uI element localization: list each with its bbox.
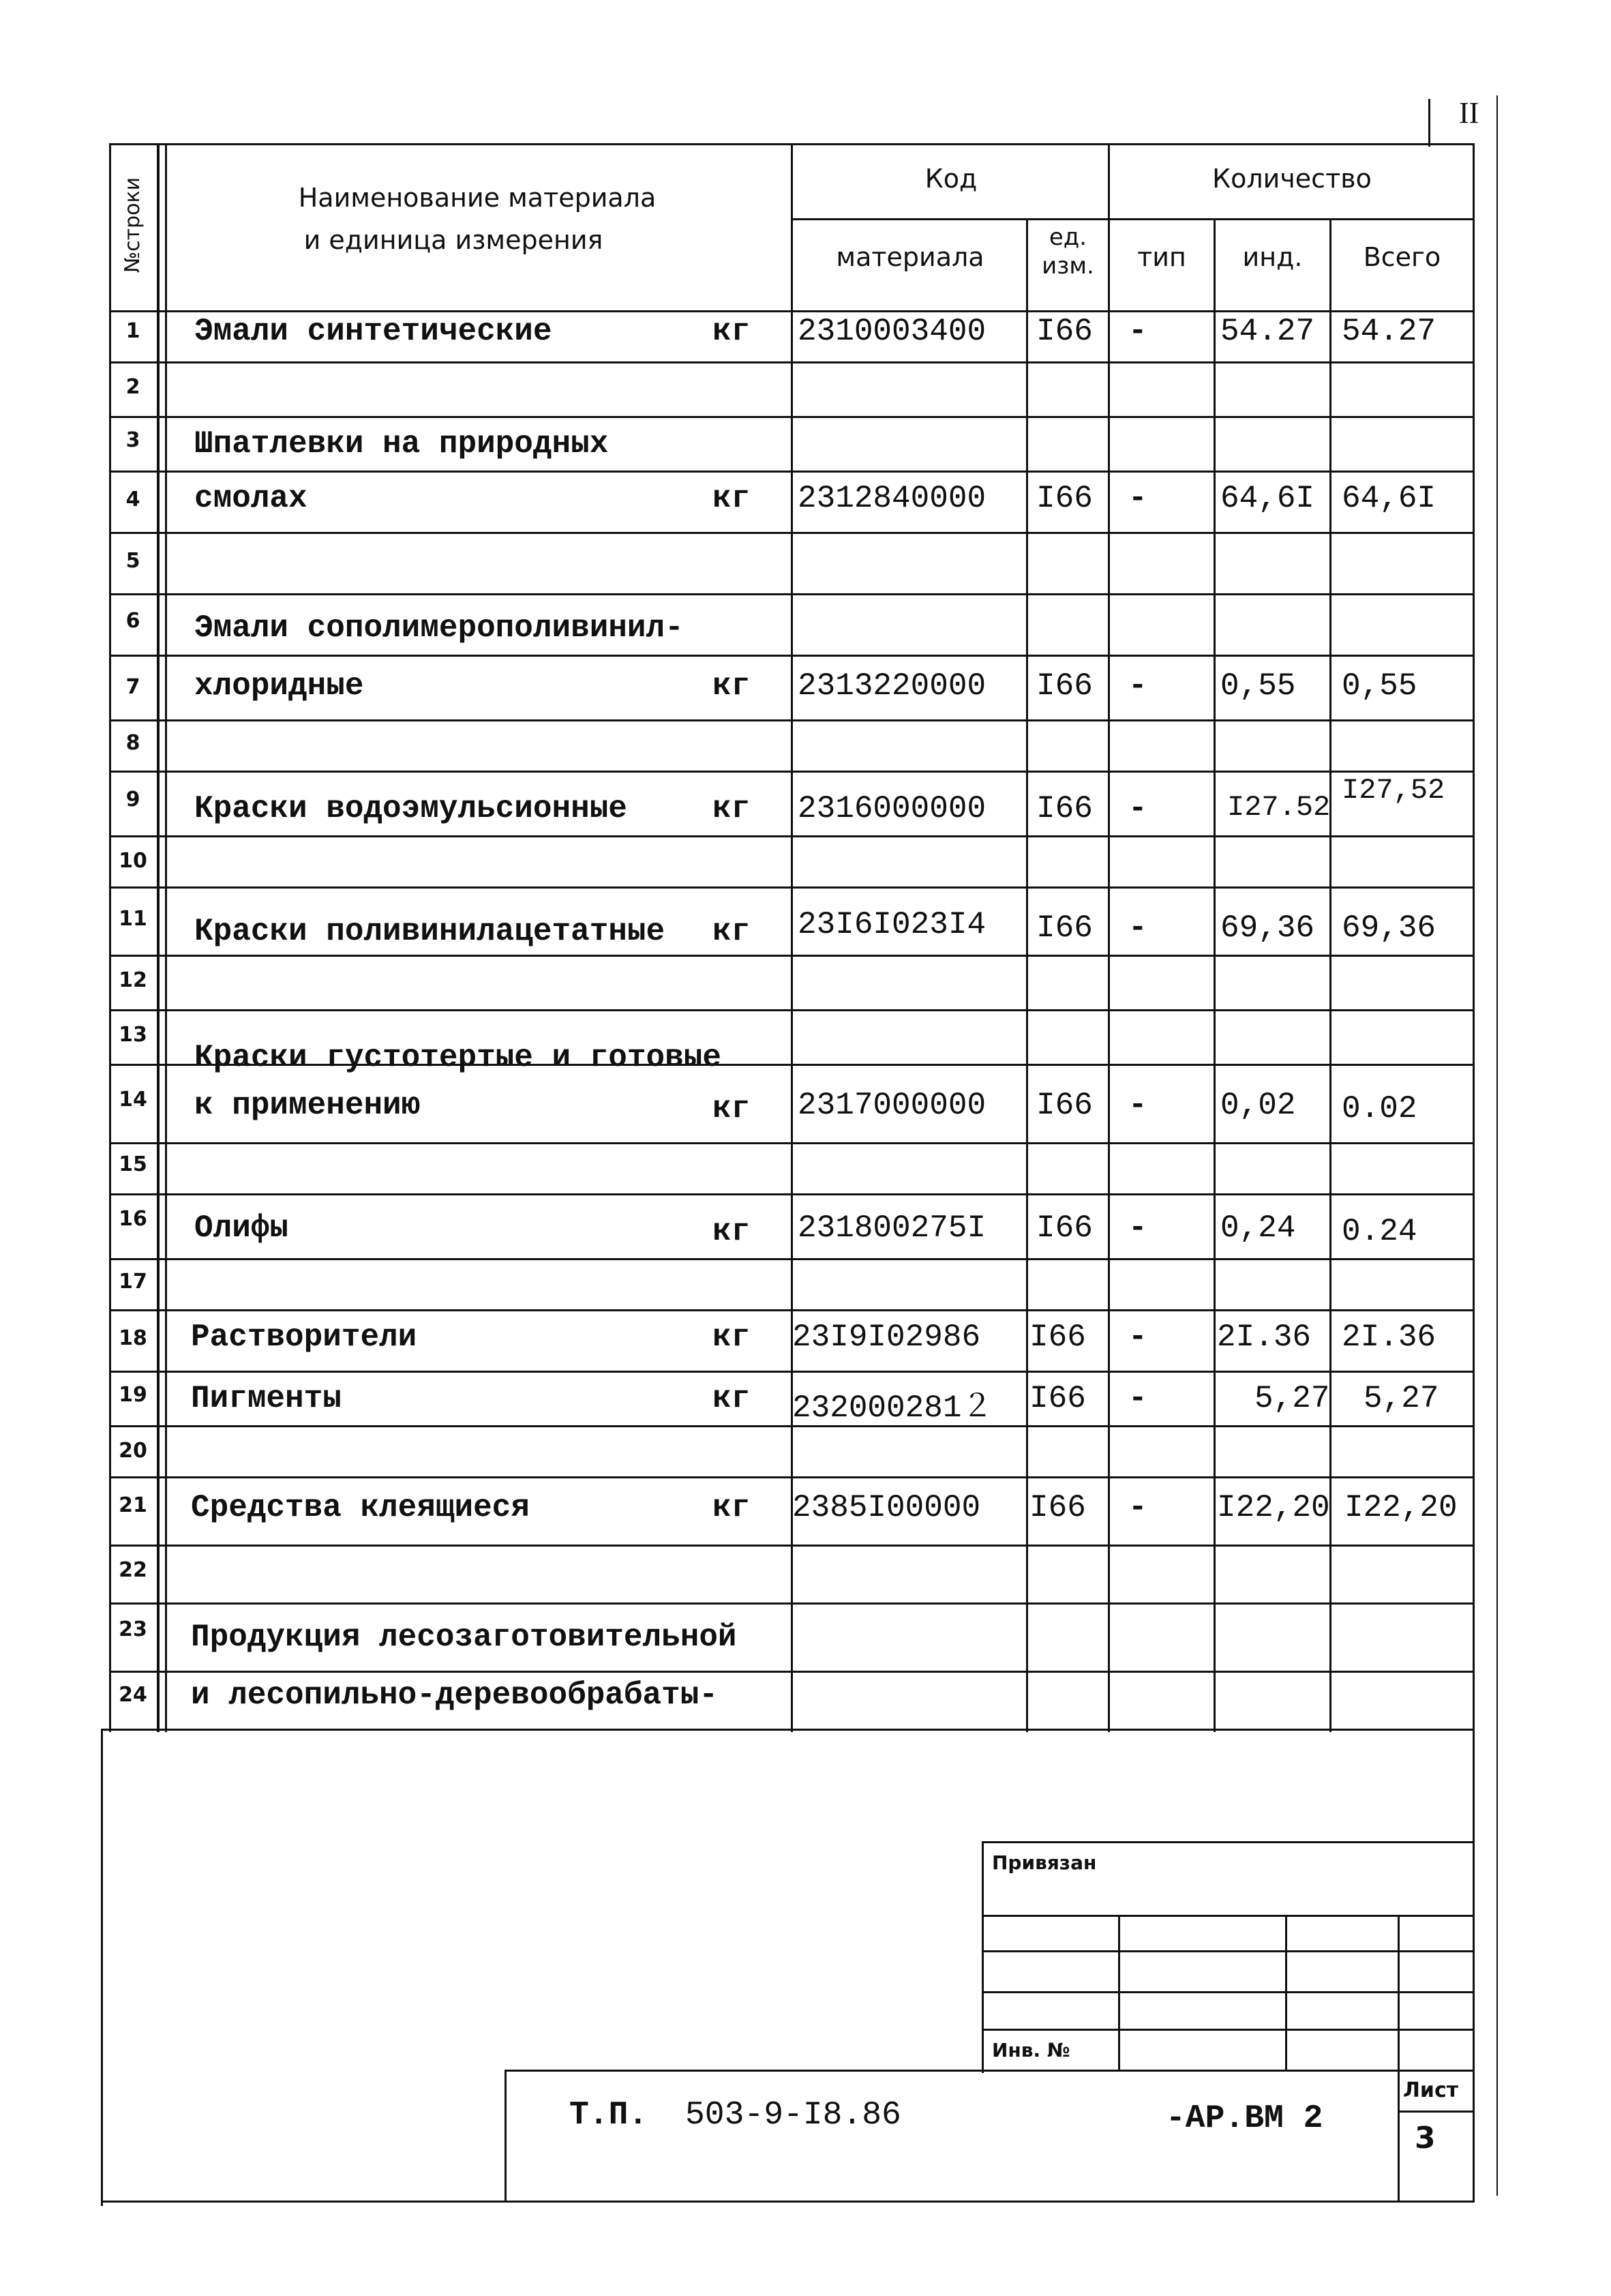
sheet-number: 3 <box>1415 2121 1436 2156</box>
unit-code: I66 <box>1029 1490 1086 1525</box>
code-unit-header-2: изм. <box>1042 252 1094 280</box>
qty-total: I22,20 <box>1344 1490 1458 1525</box>
unit-code: I66 <box>1036 314 1093 349</box>
material-code: 23I9I02986 <box>792 1320 981 1355</box>
qty-total: 69,36 <box>1342 910 1436 946</box>
qty-type: - <box>1128 791 1147 826</box>
material-code: 2313220000 <box>798 668 987 704</box>
unit-code: I66 <box>1036 1088 1093 1123</box>
material-name: к применению <box>194 1088 421 1123</box>
material-code: 231800275I <box>798 1210 987 1246</box>
qty-type: - <box>1128 481 1147 516</box>
row-number: 9 <box>125 788 140 811</box>
code-header: Код <box>924 164 978 194</box>
row-number: 21 <box>119 1493 147 1517</box>
unit: кг <box>712 481 751 516</box>
qty-total: I27,52 <box>1342 774 1445 807</box>
unit: кг <box>712 314 751 349</box>
qty-total-header: Всего <box>1363 242 1441 272</box>
unit: кг <box>712 1320 751 1355</box>
qty-ind: 2I.36 <box>1217 1320 1312 1355</box>
row-number: 15 <box>119 1152 147 1176</box>
row-number: 17 <box>119 1270 147 1294</box>
material-name: хлоридные <box>194 668 364 704</box>
material-name: Краски поливинилацетатные <box>194 914 665 949</box>
row-number: 3 <box>125 428 140 452</box>
page-marker: II <box>1459 96 1479 130</box>
material-name: и лесопильно-деревообрабаты- <box>191 1678 718 1713</box>
material-name: Краски водоэмульсионные <box>194 791 627 826</box>
qty-ind: 5,27 <box>1254 1381 1330 1416</box>
qty-header: Количество <box>1212 164 1372 194</box>
unit-code: I66 <box>1029 1381 1086 1416</box>
row-number: 11 <box>119 907 147 931</box>
qty-total: 2I.36 <box>1342 1320 1436 1355</box>
unit: кг <box>712 1214 751 1249</box>
row-number: 10 <box>119 849 147 873</box>
row-number: 12 <box>119 968 147 992</box>
row-number: 8 <box>125 731 140 755</box>
unit-code: I66 <box>1036 481 1093 516</box>
material-name: Олифы <box>194 1210 289 1246</box>
unit: кг <box>712 668 751 704</box>
qty-ind: 64,6I <box>1220 481 1315 516</box>
qty-type: - <box>1128 1320 1147 1355</box>
qty-total: 64,6I <box>1342 481 1436 516</box>
qty-ind: I22,20 <box>1217 1490 1330 1525</box>
code-material-header: материала <box>836 242 984 272</box>
material-code: 232000281２ <box>792 1390 993 1426</box>
qty-type: - <box>1128 1210 1147 1246</box>
row-number: 20 <box>119 1439 147 1463</box>
qty-type-header: тип <box>1137 242 1186 272</box>
page-marker-divider <box>1428 99 1430 147</box>
name-header-line1: Наименование материала <box>298 183 657 213</box>
material-name: Продукция лесозаготовительной <box>191 1620 737 1655</box>
row-number: 16 <box>119 1207 147 1231</box>
unit-code: I66 <box>1036 791 1093 826</box>
material-name: Эмали сополимерополивинил- <box>194 610 684 646</box>
qty-type: - <box>1128 1088 1147 1123</box>
qty-ind: I27.52 <box>1227 791 1331 824</box>
row-number: 19 <box>119 1383 147 1407</box>
qty-ind-header: инд. <box>1242 242 1303 272</box>
material-name: Средства клеящиеся <box>191 1490 530 1525</box>
material-name: Шпатлевки на природных <box>194 426 609 462</box>
material-code: 2317000000 <box>798 1088 987 1123</box>
row-number: 6 <box>125 609 140 633</box>
unit: кг <box>712 791 751 826</box>
unit-code: I66 <box>1036 1210 1093 1246</box>
material-name: Эмали синтетические <box>194 314 552 349</box>
row-number: 22 <box>119 1558 147 1582</box>
code-unit-header-1: ед. <box>1049 224 1087 251</box>
qty-ind: 0,24 <box>1220 1210 1296 1246</box>
qty-type: - <box>1128 1381 1147 1416</box>
material-name: Пигменты <box>191 1381 342 1416</box>
qty-total: 0.02 <box>1342 1091 1417 1127</box>
row-number: 23 <box>119 1617 147 1641</box>
qty-total: 54.27 <box>1342 314 1436 349</box>
sheet-label: Лист <box>1403 2078 1459 2102</box>
qty-ind: 69,36 <box>1220 910 1315 946</box>
doc-number: 503-9-I8.86 <box>685 2097 901 2134</box>
unit-code: I66 <box>1036 668 1093 704</box>
doc-code: -АР.ВМ 2 <box>1166 2100 1323 2137</box>
qty-type: - <box>1128 910 1147 946</box>
material-code: 2316000000 <box>798 791 987 826</box>
doc-prefix: Т.П. <box>569 2097 648 2134</box>
material-code: 2385I00000 <box>792 1490 981 1525</box>
privyazan-label: Привязан <box>992 1851 1097 1874</box>
unit: кг <box>712 1091 751 1127</box>
material-code: 23I6I023I4 <box>798 907 987 942</box>
qty-total: 5,27 <box>1364 1381 1439 1416</box>
row-number-header: №строки <box>121 177 145 273</box>
qty-type: - <box>1128 314 1147 349</box>
row-number: 24 <box>119 1683 147 1707</box>
unit: кг <box>712 1490 751 1525</box>
qty-type: - <box>1128 1490 1147 1525</box>
row-number: 5 <box>125 549 140 573</box>
inventory-number-label: Инв. № <box>992 2039 1070 2061</box>
unit-code: I66 <box>1029 1320 1086 1355</box>
name-header-line2: и единица измерения <box>303 225 603 255</box>
unit: кг <box>712 1381 751 1416</box>
unit: кг <box>712 914 751 949</box>
row-number: 13 <box>119 1023 147 1047</box>
material-name: смолах <box>194 481 307 516</box>
row-number: 7 <box>125 675 140 699</box>
qty-ind: 54.27 <box>1220 314 1315 349</box>
qty-ind: 0,55 <box>1220 668 1296 704</box>
row-number: 4 <box>125 488 140 511</box>
qty-type: - <box>1128 668 1147 704</box>
row-number: 1 <box>125 319 140 343</box>
right-margin-rule <box>1496 95 1498 2196</box>
material-name: Растворители <box>191 1320 417 1355</box>
unit-code: I66 <box>1036 910 1093 946</box>
material-code: 2312840000 <box>798 481 987 516</box>
row-number: 18 <box>119 1326 147 1350</box>
material-name: Краски густотертые и готовые <box>194 1040 721 1075</box>
qty-total: 0,55 <box>1342 668 1417 704</box>
material-code: 2310003400 <box>798 314 987 349</box>
row-number: 14 <box>119 1088 147 1112</box>
qty-ind: 0,02 <box>1220 1088 1296 1123</box>
qty-total: 0.24 <box>1342 1214 1417 1249</box>
row-number: 2 <box>125 375 140 399</box>
